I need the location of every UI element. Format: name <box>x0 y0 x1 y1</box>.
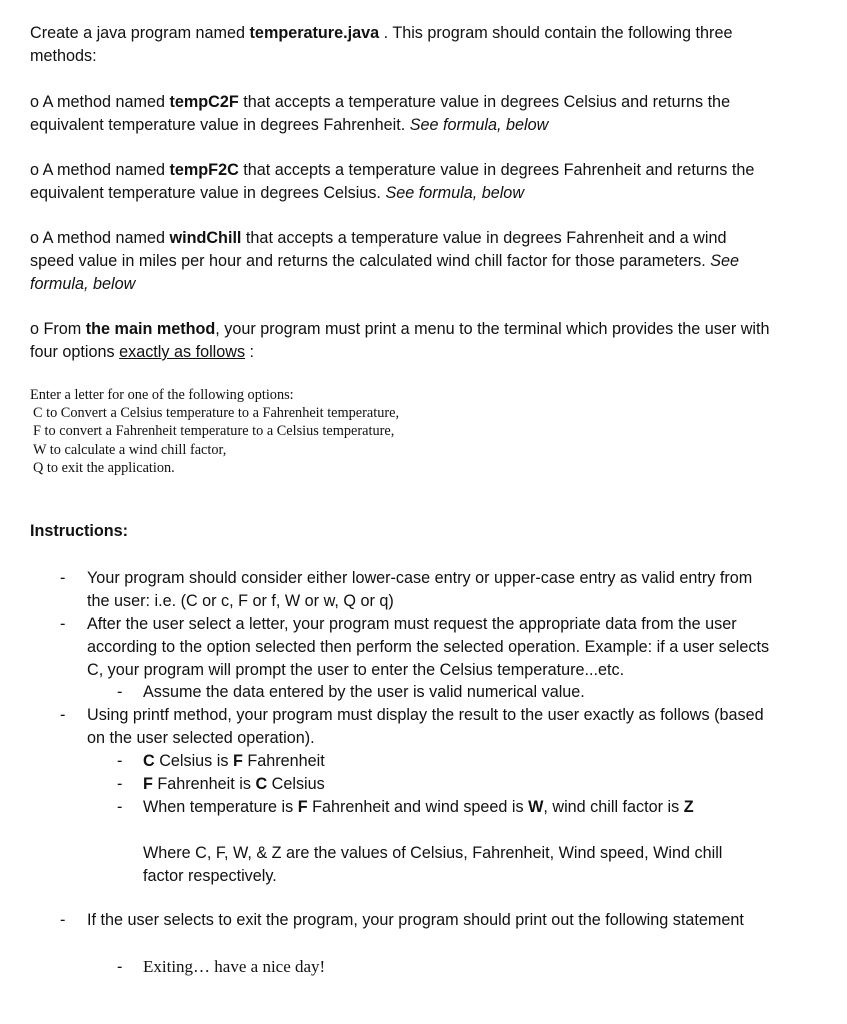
method-description: that accepts a temperature value in degrees Fahrenheit and a wind speed value in miles per hour and returns the calculated wind chill factor for those parameters. <box>30 229 727 270</box>
instruction-case-insensitive: Your program should consider either lower-case entry or upper-case entry as valid entry from the user: i.e. (C or c, F or f, W or w, Q or q) <box>87 569 753 610</box>
intro-text: Create a java program named <box>30 24 250 42</box>
variables-note: Where C, F, W, & Z are the values of Celsius, Fahrenheit, Wind speed, Wind chill factor respectively. <box>143 844 723 885</box>
var-z: Z <box>683 798 694 816</box>
menu-prompt: Enter a letter for one of the following options: <box>30 387 294 403</box>
bullet-dash: - <box>60 911 66 929</box>
fmt-text: Fahrenheit <box>242 752 325 770</box>
method-text: o A method named <box>30 161 170 179</box>
bullet-dash: - <box>60 569 66 587</box>
var-c: C <box>143 752 155 770</box>
method-text: o A method named <box>30 93 170 111</box>
menu-option-q: Q to exit the application. <box>33 459 175 476</box>
see-formula-note: See formula, below <box>30 252 740 293</box>
bullet-dash: - <box>60 615 66 633</box>
exit-statement: Exiting… have a nice day! <box>143 957 326 976</box>
menu-option-f: F to convert a Fahrenheit temperature to a Celsius temperature, <box>33 423 395 440</box>
fmt-text: When temperature is <box>143 798 298 816</box>
instruction-exit: If the user selects to exit the program, your program should print out the following statement <box>87 911 744 929</box>
main-colon: : <box>245 343 255 361</box>
sub-bullet-dash: - <box>117 798 123 816</box>
main-method-label: the main method <box>85 320 216 338</box>
program-filename: temperature.java <box>249 24 380 42</box>
var-f: F <box>297 798 308 816</box>
menu-option-c: C to Convert a Celsius temperature to a Fahrenheit temperature, <box>33 405 400 422</box>
method-windChill-paragraph <box>30 227 770 296</box>
instruction-printf: Using printf method, your program must display the result to the user exactly as follows (based on the user selected operation). <box>87 706 764 747</box>
var-c: C <box>255 775 268 793</box>
method-name-tempC2F: tempC2F <box>169 93 239 111</box>
output-format-c2f <box>143 750 783 773</box>
intro-text-end: . This program should contain the following three methods: <box>30 24 733 65</box>
method-name-windChill: windChill <box>169 229 242 247</box>
var-f: F <box>143 775 153 793</box>
main-description: , your program must print a menu to the terminal which provides the user with four options <box>30 320 770 361</box>
see-formula-note: See formula, below <box>385 184 525 202</box>
fmt-text: Fahrenheit is <box>152 775 256 793</box>
fmt-text: Celsius is <box>154 752 233 770</box>
output-format-f2c <box>143 773 783 796</box>
method-name-tempF2C: tempF2C <box>169 161 239 179</box>
see-formula-note: See formula, below <box>409 116 549 134</box>
var-f: F <box>232 752 243 770</box>
intro-paragraph <box>30 22 770 68</box>
exactly-as-follows: exactly as follows <box>119 343 246 361</box>
var-w: W <box>528 798 544 816</box>
instruction-request-data: After the user select a letter, your program must request the appropriate data from the user according to the option selected then perform the selected operation. Example: if a user selects C, your program will prompt the user to enter the Celsius temperature...etc. <box>87 615 770 679</box>
sub-bullet-dash: - <box>117 958 123 976</box>
method-description: that accepts a temperature value in degrees Fahrenheit and returns the equivalent temperature value in degrees Celsius. <box>30 161 755 202</box>
main-text: o From <box>30 320 86 338</box>
instruction-valid-data: Assume the data entered by the user is valid numerical value. <box>143 683 585 701</box>
method-tempF2C-paragraph <box>30 159 770 205</box>
menu-option-w: W to calculate a wind chill factor, <box>33 441 227 458</box>
main-method-paragraph <box>30 318 770 364</box>
output-format-windchill <box>143 796 803 819</box>
menu-listing <box>30 386 399 477</box>
bullet-dash: - <box>60 706 66 724</box>
fmt-text: Celsius <box>267 775 325 793</box>
sub-bullet-dash: - <box>117 775 123 793</box>
method-description: that accepts a temperature value in degrees Celsius and returns the equivalent temperature value in degrees Fahrenheit. <box>30 93 731 134</box>
fmt-text: Fahrenheit and wind speed is <box>307 798 529 816</box>
instructions-heading: Instructions: <box>30 522 129 540</box>
method-text: o A method named <box>30 229 170 247</box>
sub-bullet-dash: - <box>117 752 123 770</box>
fmt-text: , wind chill factor is <box>543 798 684 816</box>
sub-bullet-dash: - <box>117 683 123 701</box>
method-tempC2F-paragraph <box>30 91 770 137</box>
